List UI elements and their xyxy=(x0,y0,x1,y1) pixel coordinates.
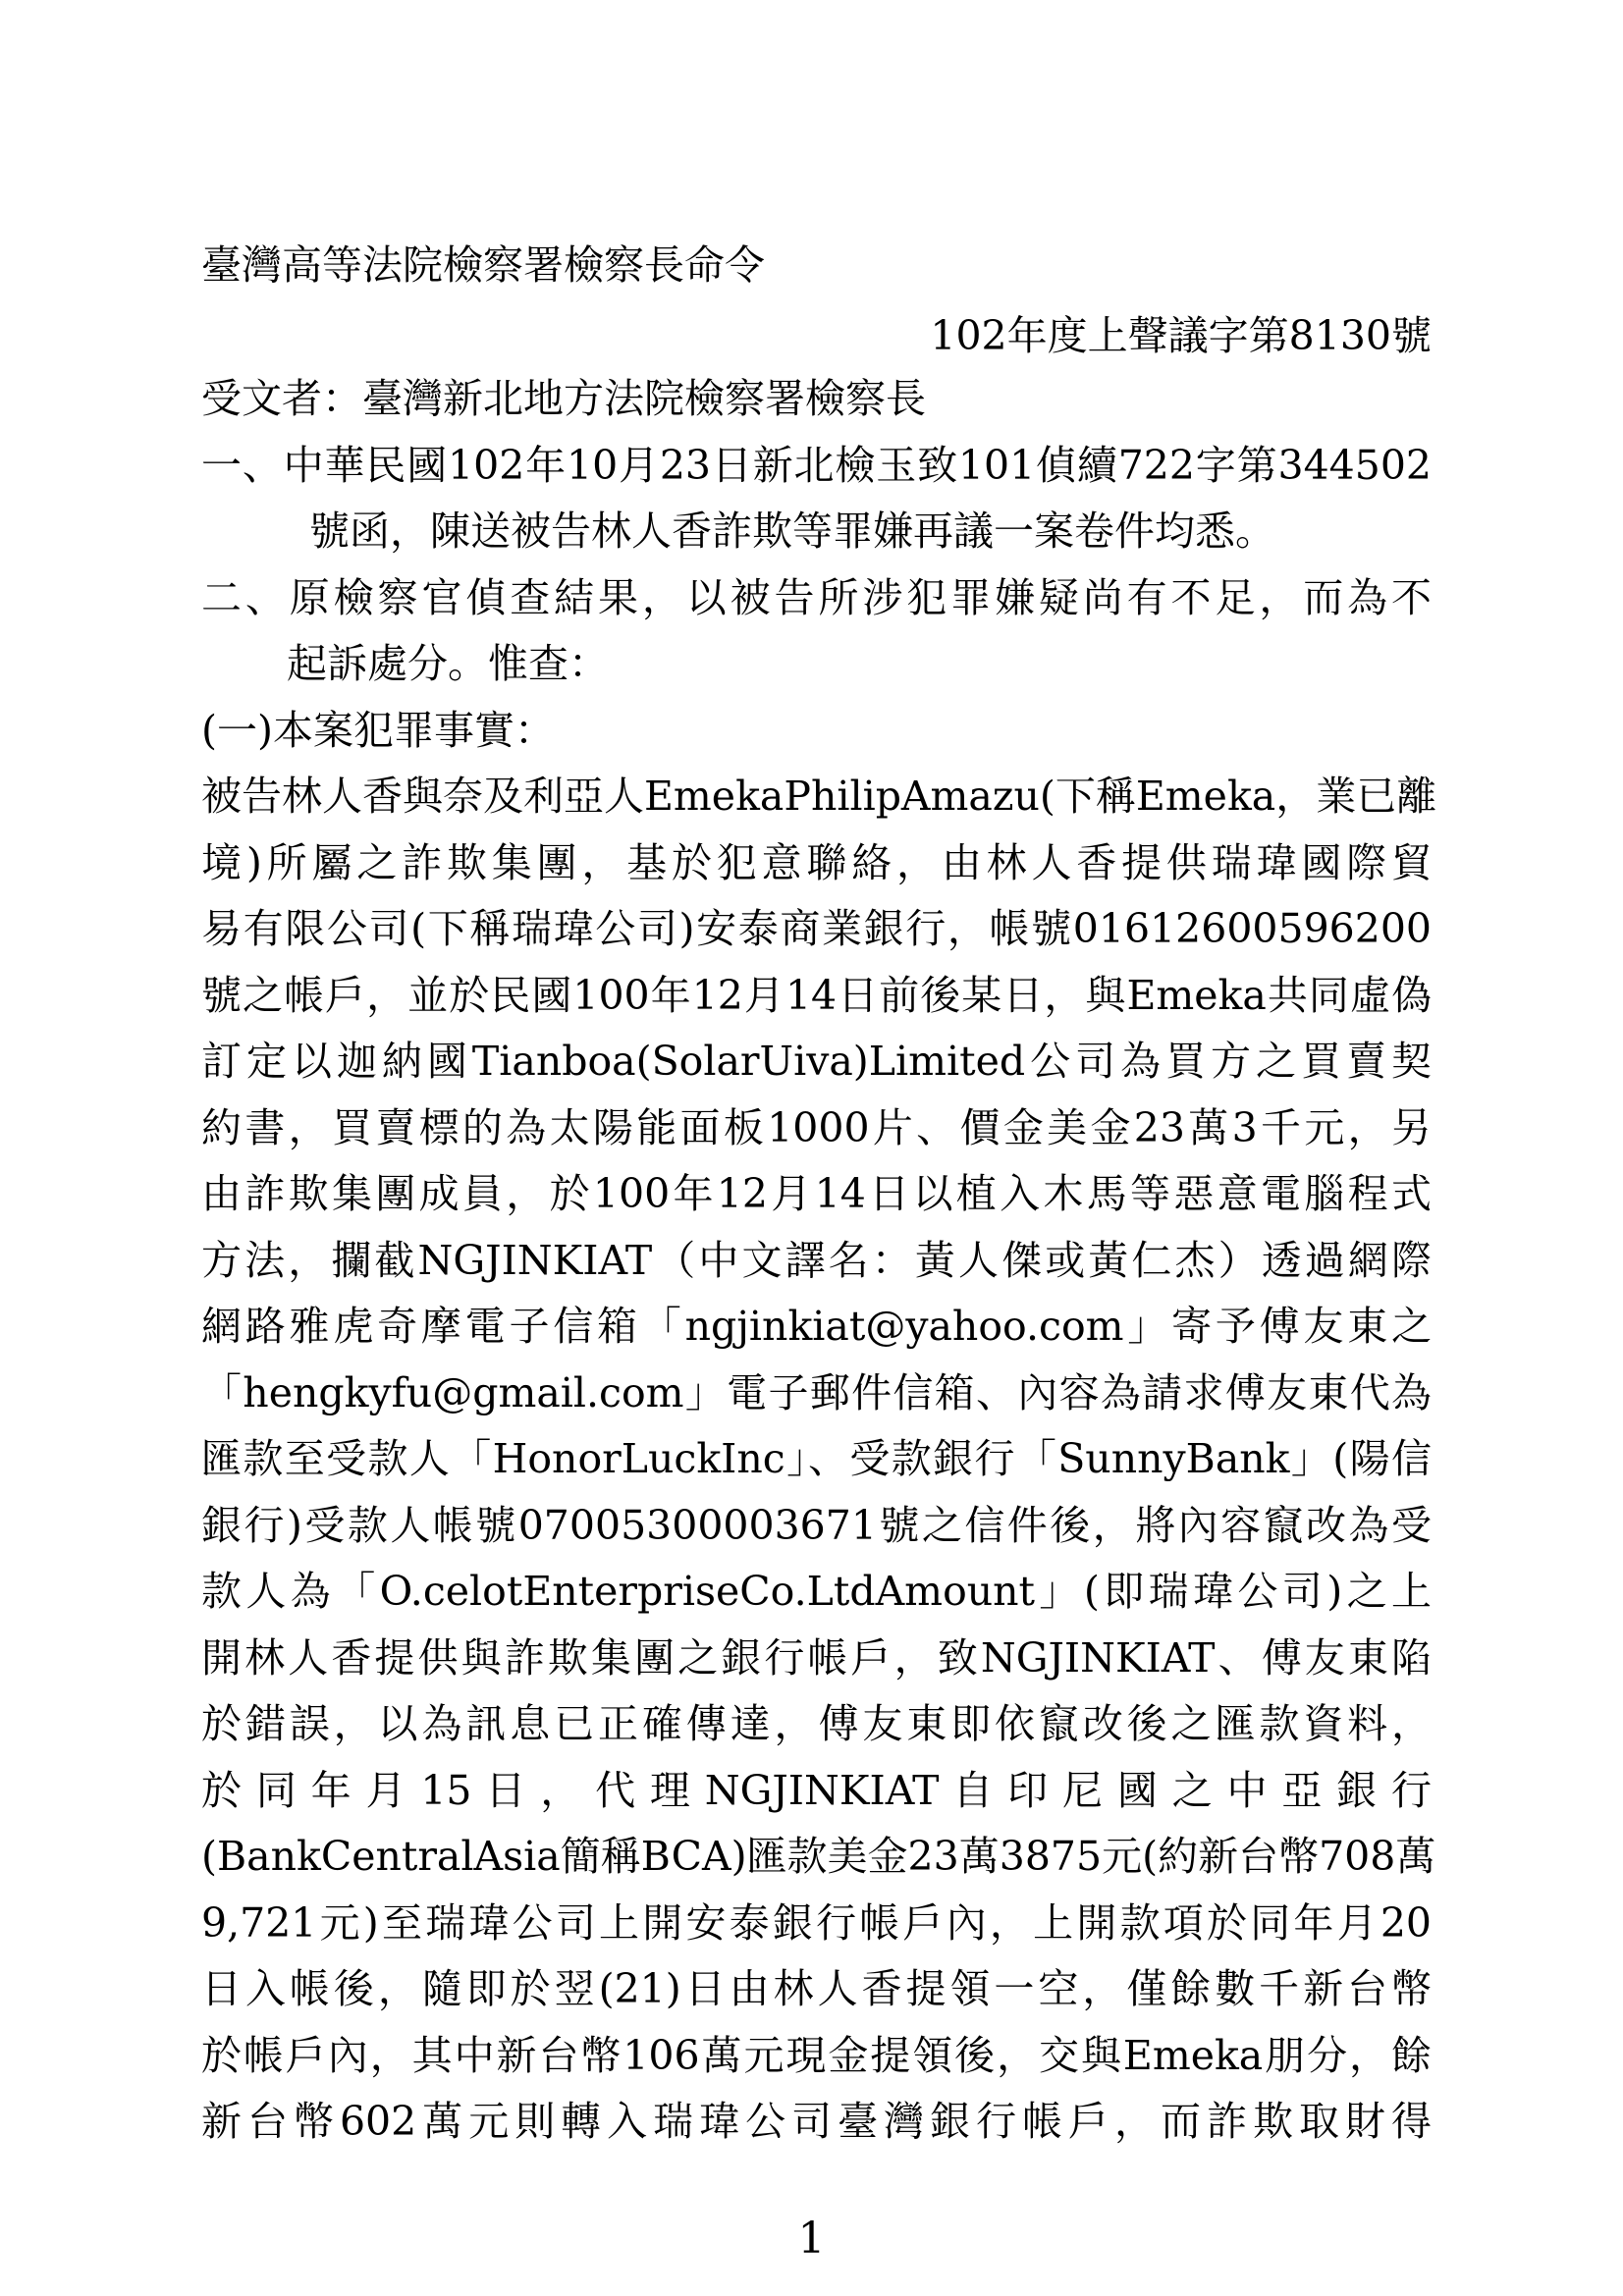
body-line: 於 同 年 月 15 日 ， 代 理 NGJINKIAT 自 印 尼 國 之 中 亞 銀 行 xyxy=(201,1766,1432,1814)
body-line: 新台幣602萬元則轉入瑞瑋公司臺灣銀行帳戶，而詐欺取財得 xyxy=(201,2098,1432,2145)
body-line: 由詐欺集團成員，於100年12月14日以植入木馬等惡意電腦程式 xyxy=(201,1170,1432,1217)
body-line: 於錯誤，以為訊息已正確傳達，傅友東即依竄改後之匯款資料， xyxy=(201,1700,1432,1747)
recipient-line: 受文者：臺灣新北地方法院檢察署檢察長 xyxy=(201,375,926,422)
body-line: (BankCentralAsia簡稱BCA)匯款美金23萬3875元(約新台幣708萬 xyxy=(201,1833,1436,1880)
body-line: 被告林人香與奈及利亞人EmekaPhilipAmazu(下稱Emeka，業已離 xyxy=(201,773,1437,820)
body-line: 訂定以迦納國Tianboa(SolarUiva)Limited公司為買方之買賣契 xyxy=(201,1038,1432,1085)
page-number: 1 xyxy=(797,2214,826,2264)
body-line: 約書，買賣標的為太陽能面板1000片、價金美金23萬3千元，另 xyxy=(201,1103,1432,1151)
body-line: 方法，攔截NGJINKIAT（中文譯名：黃人傑或黃仁杰）透過網際 xyxy=(201,1236,1432,1284)
body-line: 「hengkyfu@gmail.com」電子郵件信箱、內容為請求傅友東代為 xyxy=(201,1368,1432,1416)
body-line: 日入帳後，隨即於翌(21)日由林人香提領一空，僅餘數千新台幣 xyxy=(201,1965,1432,2012)
body-line: 號之帳戶，並於民國100年12月14日前後某日，與Emeka共同虛偽 xyxy=(201,971,1432,1019)
body-line: 開林人香提供與詐欺集團之銀行帳戶，致NGJINKIAT、傅友東陷 xyxy=(201,1633,1432,1682)
subheading: (一)本案犯罪事實： xyxy=(201,707,555,754)
body-line: 境)所屬之詐欺集團，基於犯意聯絡，由林人香提供瑞瑋國際貿 xyxy=(201,838,1432,886)
body-line: 銀行)受款人帳號07005300003671號之信件後，將內容竄改為受 xyxy=(201,1501,1432,1549)
body-line: 於帳戶內，其中新台幣106萬元現金提領後，交與Emeka朋分，餘 xyxy=(201,2031,1432,2079)
item-1-line-2: 號函，陳送被告林人香詐欺等罪嫌再議一案卷件均悉。 xyxy=(309,507,1275,555)
body-line: 款人為「O.celotEnterpriseCo.LtdAmount」(即瑞瑋公司)之上 xyxy=(201,1568,1432,1615)
body-line: 9,721元)至瑞瑋公司上開安泰銀行帳戶內，上開款項於同年月20 xyxy=(201,1898,1432,1947)
body-line: 網路雅虎奇摩電子信箱「ngjinkiat@yahoo.com」寄予傅友東之 xyxy=(201,1303,1432,1350)
item-1-line-1: 一、中華民國102年10月23日新北檢玉致101偵續722字第344502 xyxy=(201,442,1432,489)
body-line: 匯款至受款人「HonorLuckInc」、受款銀行「SunnyBank」(陽信 xyxy=(201,1435,1432,1482)
document-title: 臺灣高等法院檢察署檢察長命令 xyxy=(201,241,765,289)
body-line: 易有限公司(下稱瑞瑋公司)安泰商業銀行，帳號01612600596200 xyxy=(201,905,1432,952)
item-2-line-2: 起訴處分。惟查： xyxy=(287,640,609,687)
item-2-line-1: 二、原檢察官偵查結果，以被告所涉犯罪嫌疑尚有不足，而為不 xyxy=(201,574,1432,621)
document-number: 102年度上聲議字第8130號 xyxy=(930,312,1432,359)
